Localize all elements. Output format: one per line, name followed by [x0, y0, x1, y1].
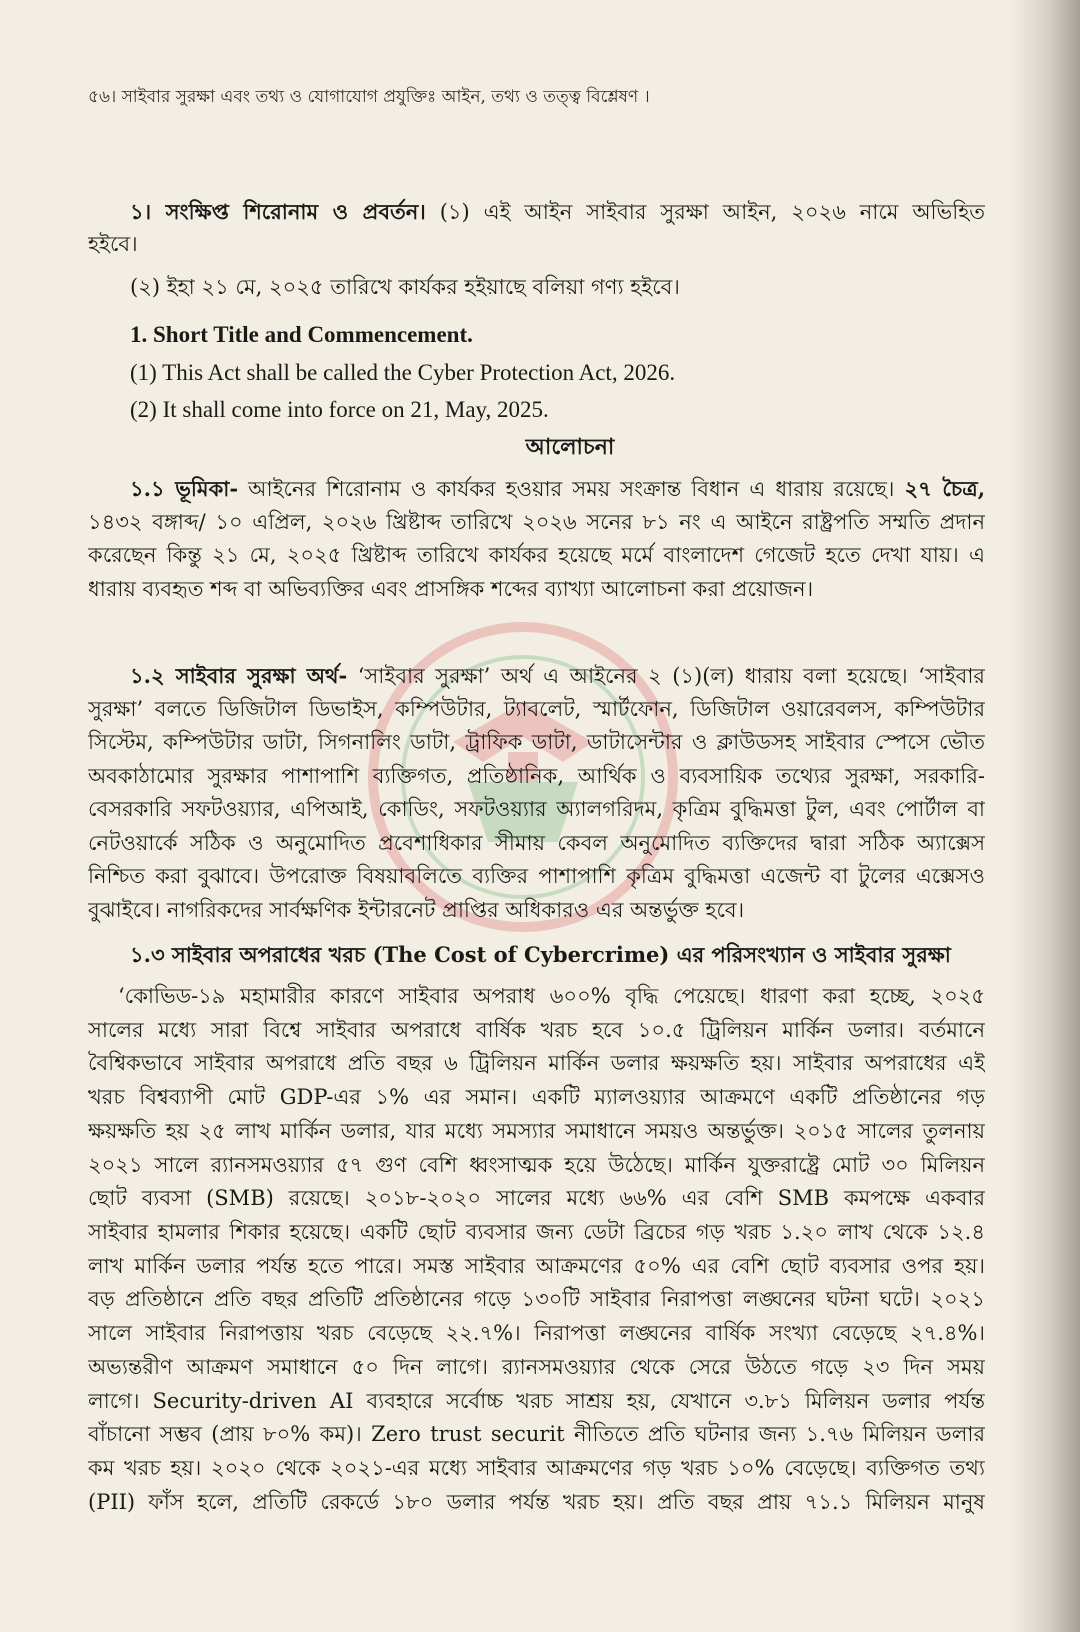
text-run: সালে সাইবার নিরাপত্তায় খরচ বেড়েছে ২২.৭%। নিরাপত্তা লঙ্ঘনের বার্ষিক সংখ্যা বেড়েছে ২৭.৪%।: [88, 1321, 985, 1346]
discussion-heading: আলোচনা: [525, 434, 615, 460]
paragraph-1-3: [88, 980, 985, 1520]
text-line: [88, 1182, 985, 1216]
bold-run: ২৭ চৈত্র,: [904, 476, 985, 501]
text-line: [88, 1014, 985, 1048]
text-run: অভ্যন্তরীণ আক্রমণ সমাধানে ৫০ দিন লাগে। র‍্যানসমওয়্যার থেকে সেরে উঠতে গড়ে ২৩ দিন সময়: [88, 1354, 985, 1379]
text-run: নিশ্চিত করা বুঝাবে। উপরোক্ত বিষয়াবলিতে ব্যক্তির পাশাপাশি কৃত্রিম বুদ্ধিমত্তা এজেন্ট বা টুলের এক্সেসও: [88, 864, 985, 888]
text-line: [88, 1149, 985, 1183]
text-run: লাগে। Security-driven AI ব্যবহারে সর্বোচ্চ খরচ সাশ্রয় হয়, যেখানে ৩.৮১ মিলিয়ন ডলার পর্যন্ত: [88, 1388, 985, 1413]
section-1-clause-2: [88, 270, 985, 304]
text-line: [88, 693, 985, 727]
bold-run: ১.১ ভূমিকা-: [130, 476, 239, 501]
text-run: সাইবার হামলার শিকার হয়েছে। একটি ছোট ব্যবসার জন্য ডেটা ব্রিচের গড় খরচ ১.২০ লাখ থেকে ১২.৪: [88, 1220, 985, 1245]
text-run: করেছেন কিন্তু ২১ মে, ২০২৫ খ্রিষ্টাব্দ তারিখে কার্যকর হয়েছে মর্মে বাংলাদেশ গেজেট হতে দেখা যায়। এ: [88, 543, 985, 568]
text-line: [88, 472, 985, 506]
text-run: ‘কোভিড-১৯ মহামারীর কারণে সাইবার অপরাধ ৬০০% বৃদ্ধি পেয়েছে। ধারণা করা হচ্ছে, ২০২৫: [118, 984, 985, 1008]
text-line: [88, 1486, 985, 1520]
text-line: [130, 354, 985, 392]
text-line: [88, 1250, 985, 1284]
paragraph-1-1: [88, 472, 985, 607]
text-run: সালের মধ্যে সারা বিশ্বে সাইবার অপরাধে বার্ষিক খরচ হবে ১০.৫ ট্রিলিয়ন মার্কিন ডলার। বর্তমানে: [88, 1017, 985, 1042]
text-run: কম খরচ হয়। ২০২০ থেকে ২০২১-এর মধ্যে সাইবার আক্রমণের গড় খরচ ১০% বেড়েছে। ব্যক্তিগত তথ্য: [88, 1456, 985, 1481]
text-run: ২০২১ সালে র‍্যানসমওয়্যার ৫৭ গুণ বেশি ধ্বংসাত্মক হয়ে উঠেছে। মার্কিন যুক্তরাষ্ট্রে মোট ৩০ মিলিয়ন: [88, 1152, 985, 1177]
text-line: [88, 228, 985, 261]
text-run: বুঝাইবে। নাগরিকদের সার্বক্ষণিক ইন্টারনেট প্রাপ্তির অধিকারও এর অন্তর্ভুক্ত হবে।: [88, 897, 745, 922]
text-line: [88, 894, 985, 928]
text-run: (১) এই আইন সাইবার সুরক্ষা আইন, ২০২৬ নামে অভিহিত: [425, 200, 985, 224]
text-run: ছোট ব্যবসা (SMB) রয়েছে। ২০১৮-২০২০ সালের মধ্যে ৬৬% এর বেশি SMB কমপক্ষে একবার: [88, 1186, 985, 1211]
text-run: খরচ বিশ্বব্যাপী মোট GDP-এর ১% এর সমান। একটি ম্যালওয়্যার আক্রমণে একটি প্রতিষ্ঠানের গড়: [88, 1085, 985, 1110]
text-line: [88, 539, 985, 573]
text-run: অবকাঠামোর সুরক্ষার পাশাপাশি ব্যক্তিগত, প্রতিষ্ঠানিক, আর্থিক ও ব্যবসায়িক তথ্যের সুরক্ষা, সরকারি-: [88, 763, 985, 788]
text-line: [88, 1216, 985, 1250]
text-run: ‘সাইবার সুরক্ষা’ অর্থ এ আইনের ২ (১)(ল) ধারায় বলা হয়েছে। ‘সাইবার: [347, 664, 985, 688]
text-run: বেসরকারি সফটওয়্যার, এপিআই, কোডিং, সফটওয়্যার অ্যালগরিদম, কৃত্রিম বুদ্ধিমত্তা টুল, এবং পোর্টাল বা: [88, 797, 985, 821]
text-line: [130, 391, 985, 429]
text-run: (২) ইহা ২১ মে, ২০২৫ তারিখে কার্যকর হইয়াছে বলিয়া গণ্য হইবে।: [130, 275, 680, 299]
text-run: বাঁচানো সম্ভব (প্রায় ৮০% কম)। Zero trust securit নীতিতে প্রতি ঘটনার জন্য ১.৭৬ মিলিয়ন ডলার: [88, 1422, 985, 1447]
text-line: [88, 980, 985, 1014]
text-line: [88, 827, 985, 861]
running-header: ৫৬। সাইবার সুরক্ষা এবং তথ্য ও যোগাযোগ প্রযুক্তিঃ আইন, তথ্য ও তত্ত্ব বিশ্লেষণ ।: [88, 87, 650, 107]
bold-run: 1. Short Title and Commencement.: [130, 322, 473, 347]
text-run: লাখ মার্কিন ডলার পর্যন্ত হতে পারে। সমস্ত সাইবার আক্রমণের ৫০% এর বেশি ছোট ব্যবসার ওপর হয়।: [88, 1253, 985, 1278]
text-line: [88, 270, 985, 304]
text-line: [88, 195, 985, 228]
text-line: [88, 1351, 985, 1385]
text-run: (PII) ফাঁস হলে, প্রতিটি রেকর্ডে ১৮০ ডলার পর্যন্ত খরচ হয়। প্রতি বছর প্রায় ৭১.১ মিলিয়ন মানুষ: [88, 1489, 985, 1514]
text-line: [88, 1047, 985, 1081]
text-run: (1) This Act shall be called the Cyber Protection Act, 2026.: [130, 359, 676, 385]
text-line: [88, 1081, 985, 1115]
section-1-english: [130, 316, 985, 429]
bold-run: ১। সংক্ষিপ্ত শিরোনাম ও প্রবর্তন।: [130, 199, 426, 224]
bold-run: ১.৩ সাইবার অপরাধের খরচ (The Cost of Cybercrime) এর পরিসংখ্যান ও সাইবার সুরক্ষা: [130, 942, 951, 967]
text-line: [88, 760, 985, 794]
text-run: হইবে।: [88, 232, 138, 256]
text-line: [88, 1317, 985, 1351]
heading-1-3: [88, 938, 985, 972]
text-line: [88, 659, 985, 693]
text-run: নেটওয়ার্কে সঠিক ও অনুমোদিত প্রবেশাধিকার সীমায় কেবল অনুমোদিত ব্যক্তিদের দ্বারা সঠিক অ্যাক্সেস: [88, 830, 985, 855]
section-1-bangla: [88, 195, 985, 261]
page-gutter-shadow: [1010, 0, 1080, 1632]
bold-run: ১.২ সাইবার সুরক্ষা অর্থ-: [130, 663, 348, 688]
text-line: [88, 860, 985, 894]
text-run: ১৪৩২ বঙ্গাব্দ/ ১০ এপ্রিল, ২০২৬ খ্রিষ্টাব্দ তারিখে ২০২৬ সনের ৮১ নং এ আইনে রাষ্ট্রপতি সম্মতি প্রদান: [88, 509, 985, 534]
text-run: বড় প্রতিষ্ঠানে প্রতি বছর প্রতিটি প্রতিষ্ঠানের গড়ে ১৩০টি সাইবার নিরাপত্তা লঙ্ঘনের ঘটনা ঘটে। ২০২১: [88, 1287, 985, 1312]
text-run: ক্ষয়ক্ষতি হয় ২৫ লাখ মার্কিন ডলার, যার মধ্যে সমস্যার সমাধানে সময়ও অন্তর্ভুক্ত। ২০১৫ সালের তুলনায়: [88, 1118, 985, 1143]
text-line: [88, 1115, 985, 1149]
paragraph-1-2: [88, 659, 985, 927]
text-line: [88, 726, 985, 760]
text-line: [130, 316, 985, 354]
text-line: [88, 1418, 985, 1452]
text-line: [88, 1283, 985, 1317]
text-line: [88, 573, 985, 607]
text-run: সুরক্ষা’ বলতে ডিজিটাল ডিভাইস, কম্পিউটার, ট্যাবলেট, স্মার্টফোন, ডিজিটাল ওয়ারেবলস, কম্পিউটার: [88, 696, 985, 721]
text-run: আইনের শিরোনাম ও কার্যকর হওয়ার সময় সংক্রান্ত বিধান এ ধারায় রয়েছে।: [238, 477, 905, 501]
text-line: [88, 1385, 985, 1419]
text-run: বৈশ্বিকভাবে সাইবার অপরাধে প্রতি বছর ৬ ট্রিলিয়ন মার্কিন ডলার ক্ষয়ক্ষতি হয়। সাইবার অপরাধের এই: [88, 1051, 985, 1076]
text-run: সিস্টেম, কম্পিউটার ডাটা, সিগনালিং ডাটা, ট্রাফিক ডাটা, ডাটাসেন্টার ও ক্লাউডসহ সাইবার স্পেসে ভৌত: [88, 730, 985, 754]
text-line: [88, 938, 985, 972]
text-line: [88, 793, 985, 827]
text-line: [88, 506, 985, 540]
text-run: ধারায় ব্যবহৃত শব্দ বা অভিব্যক্তির এবং প্রাসঙ্গিক শব্দের ব্যাখ্যা আলোচনা করা প্রয়োজন।: [88, 577, 814, 602]
text-run: (2) It shall come into force on 21, May, 2025.: [130, 397, 549, 422]
text-line: [88, 1452, 985, 1486]
